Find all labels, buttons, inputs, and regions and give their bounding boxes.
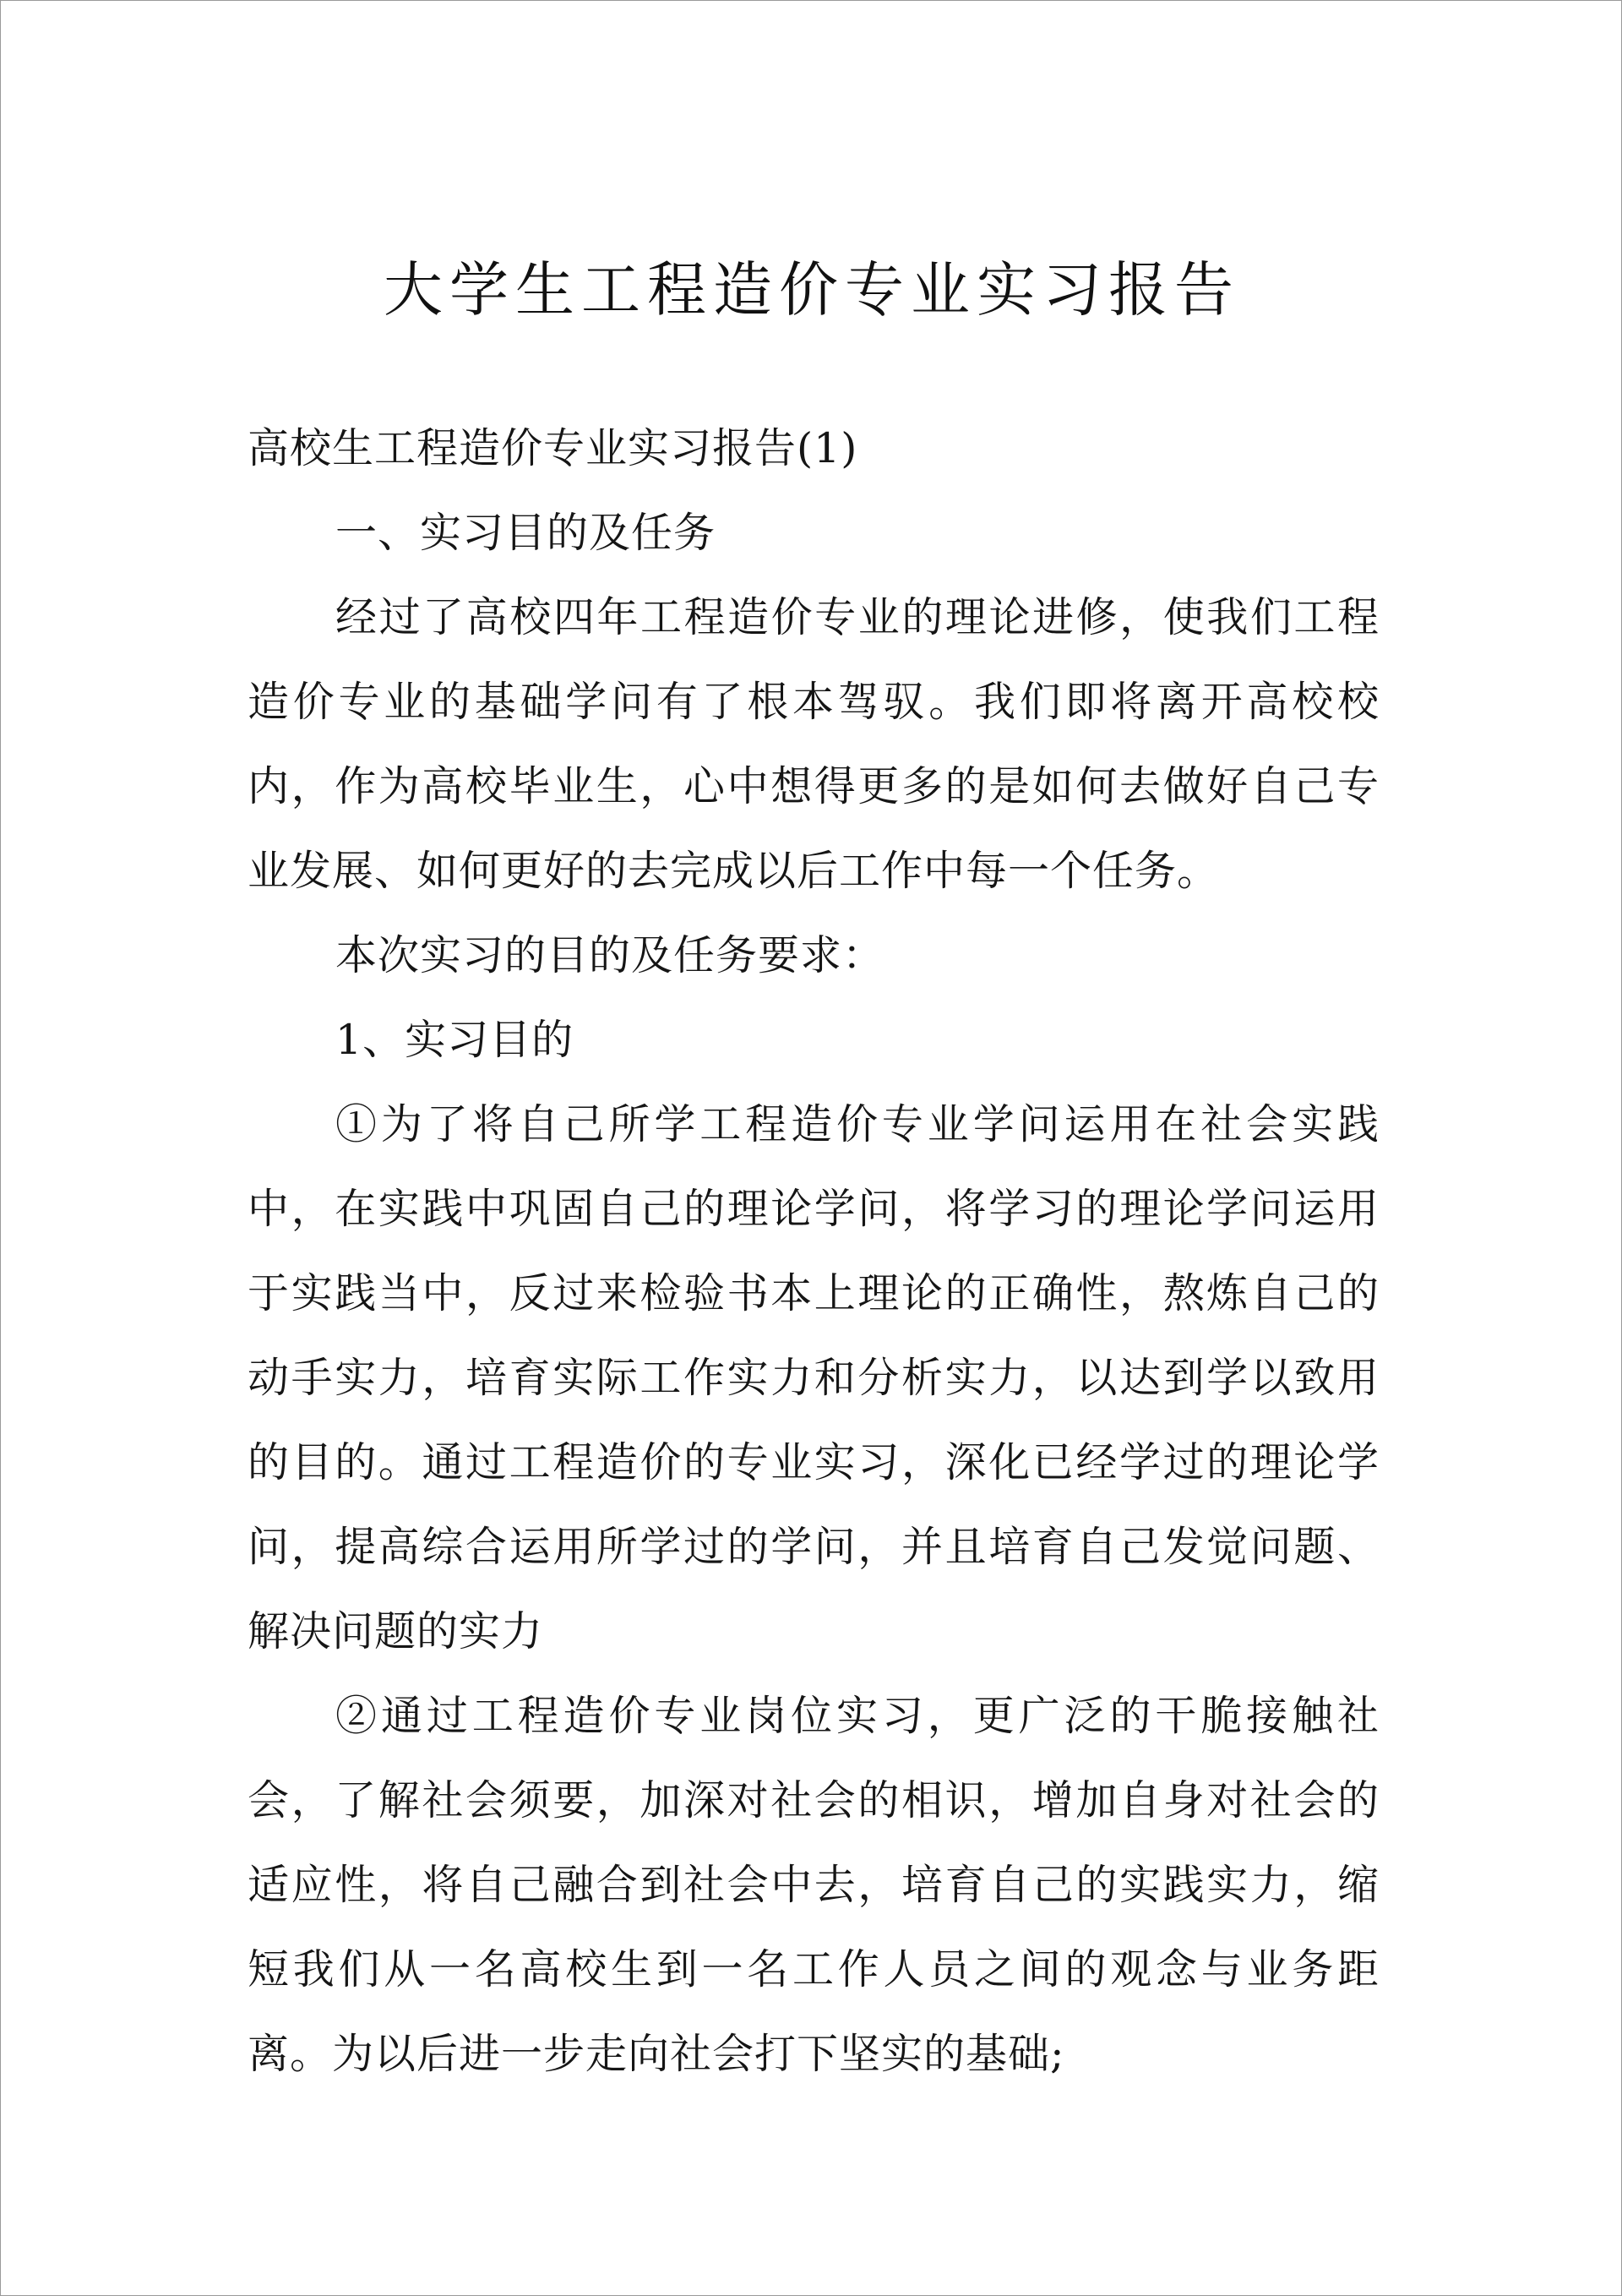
document-title: 大学生工程造价专业实习报告 (384, 255, 1240, 324)
section-heading: 一、实习目的及任务 (335, 509, 716, 557)
paragraph-intro: 经过了高校四年工程造价专业的理论进修，使我们工程造价专业的基础学问有了根本驾驭。我们即将离开高校校内，作为高校毕业生，心中想得更多的是如何去做好自己专业发展、如何更好的去完成以后工作中每一个任务。 (248, 593, 1380, 895)
paragraph-purpose-2: ②通过工程造价专业岗位实习，更广泛的干脆接触社会，了解社会须要，加深对社会的相识，增加自身对社会的适应性，将自己融合到社会中去，培育自己的实践实力，缩短我们从一名高校生到一名工作人员之间的观念与业务距离。为以后进一步走向社会打下坚实的基础; (248, 1692, 1380, 2078)
paragraph-requirements: 本次实习的目的及任务要求： (335, 931, 885, 979)
report-subtitle: 高校生工程造价专业实习报告(1) (248, 424, 858, 472)
paragraph-purpose-1: ①为了将自己所学工程造价专业学问运用在社会实践中，在实践中巩固自己的理论学问，将学习的理论学问运用于实践当中，反过来检验书本上理论的正确性，熬炼自己的动手实力，培育实际工作实力和分析实力，以达到学以致用的目的。通过工程造价的专业实习，深化已经学过的理论学问，提高综合运用所学过的学问，并且培育自己发觉问题、解决问题的实力 (248, 1100, 1380, 1655)
document-body (248, 406, 1380, 2097)
subsection-heading: 1、实习目的 (335, 1016, 574, 1064)
